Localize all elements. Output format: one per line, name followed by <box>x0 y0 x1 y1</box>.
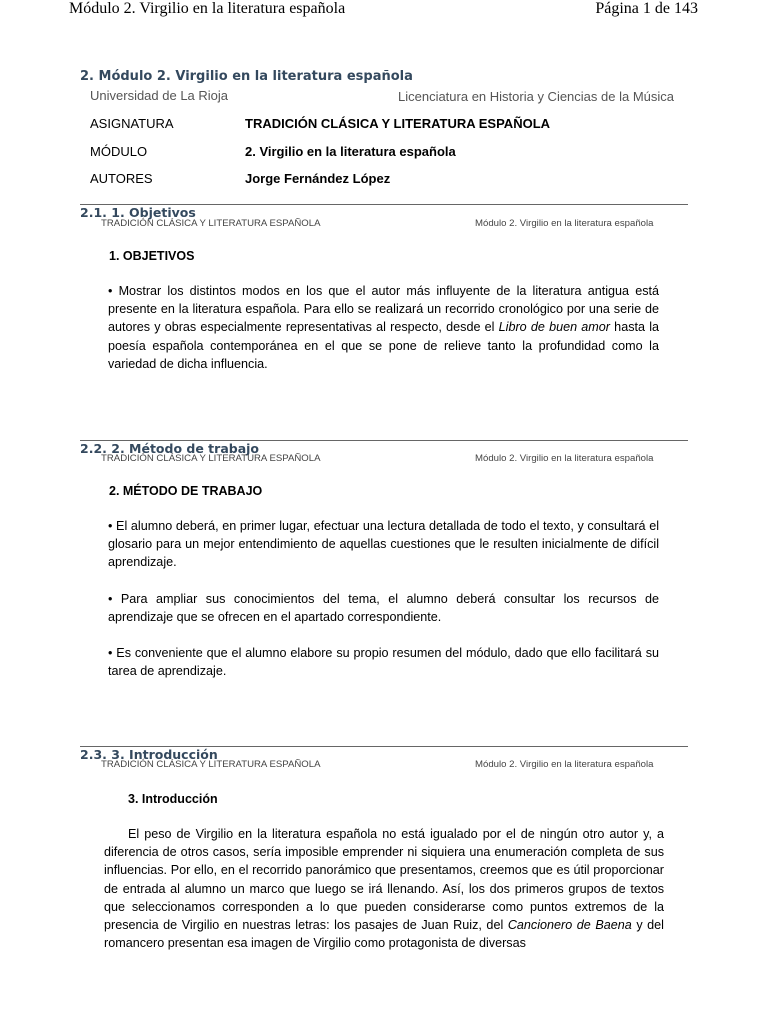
section-paragraph: • El alumno deberá, en primer lugar, efectuar una lectura detallada de todo el texto, y consultará el glosario para un mejor entendimiento de aquellas cuestiones que le resulten inicialmente de difícil aprendizaje. <box>108 519 659 570</box>
section-title: 2.1. 1. Objetivos <box>80 205 196 220</box>
section-title: 2.3. 3. Introducción <box>80 747 218 762</box>
info-value: 2. Virgilio en la literatura española <box>245 144 456 159</box>
university-name: Universidad de La Rioja <box>90 88 229 103</box>
info-label: AUTORES <box>90 171 153 186</box>
section-heading: 1. OBJETIVOS <box>109 249 195 263</box>
running-header-right: Módulo 2. Virgilio en la literatura española <box>475 759 654 770</box>
info-label: ASIGNATURA <box>90 116 174 131</box>
info-value: Jorge Fernández López <box>245 171 391 186</box>
document-title: Módulo 2. Virgilio en la literatura española <box>69 0 346 17</box>
running-header-left: TRADICIÓN CLÁSICA Y LITERATURA ESPAÑOLA <box>101 453 321 464</box>
section-header-introduccion <box>80 746 688 762</box>
degree-name: Licenciatura en Historia y Ciencias de la Música <box>397 89 674 104</box>
running-header-left: TRADICIÓN CLÁSICA Y LITERATURA ESPAÑOLA <box>101 759 321 770</box>
section-paragraph: • Mostrar los distintos modos en los que el autor más influyente de la literatura antigua está presente en la literatura española. Para ello se realizará un recorrido cronológico por una serie de autores y obras especialmente representativas al respecto, desde el Libro de buen amor hasta la poesía española contemporánea en el que se pone de relieve tanto la profundidad como la variedad de dicha influencia. <box>108 284 659 371</box>
running-header-left: TRADICIÓN CLÁSICA Y LITERATURA ESPAÑOLA <box>101 218 321 229</box>
module-heading: 2. Módulo 2. Virgilio en la literatura española <box>80 69 413 84</box>
section-paragraph: El peso de Virgilio en la literatura española no está igualado por el de ningún otro autor y, a diferencia de otros casos, sería imposible emprender ni siquiera una enumeración completa de sus influencias. Por ello, en el recorrido panorámico que presentamos, creemos que es útil proporcionar de entrada al alumno un marco que luego se irá llenando. Así, los dos primeros grupos de textos que seleccionamos corresponden a lo que pueden considerarse como puntos extremos de la presencia de Virgilio en nuestras letras: los pasajes de Juan Ruiz, del Cancionero de Baena y del romancero presentan esa imagen de Virgilio como protagonista de diversas <box>104 827 664 951</box>
running-header-right: Módulo 2. Virgilio en la literatura española <box>475 453 654 464</box>
section-heading: 3. Introducción <box>128 792 218 806</box>
section-paragraph: • Es conveniente que el alumno elabore su propio resumen del módulo, dado que ello facilitará su tarea de aprendizaje. <box>108 646 659 679</box>
section-title: 2.2. 2. Método de trabajo <box>80 441 260 456</box>
section-paragraph: • Para ampliar sus conocimientos del tema, el alumno deberá consultar los recursos de aprendizaje que se ofrecen en el apartado correspondiente. <box>108 592 659 625</box>
section-header-metodo <box>80 440 688 456</box>
section-header-objetivos <box>80 204 688 220</box>
top-bar <box>0 0 768 24</box>
page-indicator: Página 1 de 143 <box>595 0 698 17</box>
running-header-right: Módulo 2. Virgilio en la literatura española <box>475 218 654 229</box>
section-heading: 2. MÉTODO DE TRABAJO <box>109 484 263 498</box>
info-value: TRADICIÓN CLÁSICA Y LITERATURA ESPAÑOLA <box>245 116 551 131</box>
info-label: MÓDULO <box>90 144 148 159</box>
